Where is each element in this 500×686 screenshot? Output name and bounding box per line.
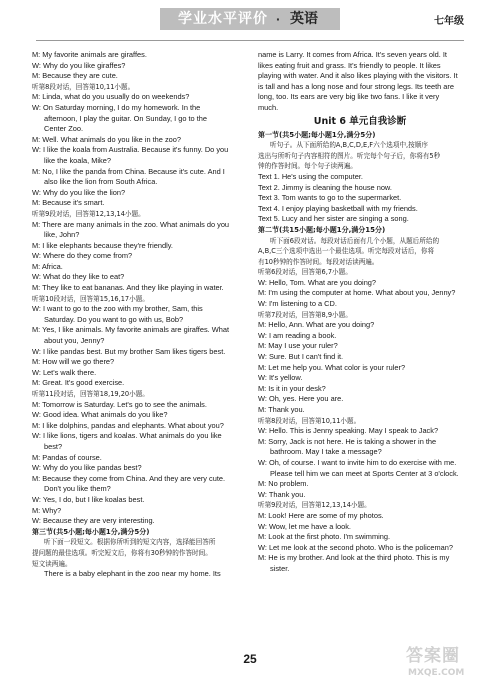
section-heading: 第三节(共5小题;每小题1分,满分5分) — [32, 527, 150, 536]
instruction-line: 听第10段对话，回答第15,16,17小题。 — [32, 294, 149, 303]
transcript-line: M: Tomorrow is Saturday. Let's go to see the animals. — [32, 399, 207, 409]
transcript-line: M: How will we go there? — [32, 357, 115, 367]
transcript-line: Text 5. Lucy and her sister are singing a song. — [258, 214, 409, 224]
left-column — [32, 50, 236, 580]
transcript-line: name is Larry. It comes from Africa. It's seven years old. It — [258, 50, 447, 59]
transcript-line: M: Yes, I like animals. My favorite animals are giraffes. What — [32, 325, 230, 335]
transcript-line: There is a baby elephant in the zoo near my home. Its — [44, 569, 221, 579]
transcript-line: W: What do they like to eat? — [32, 272, 125, 282]
transcript-line: M: There are many animals in the zoo. What animals do you — [32, 219, 230, 229]
transcript-line: Please tell him we can meet at Sports Center at 3 o'clock. — [270, 468, 459, 478]
watermark-url: MXQE.COM — [408, 668, 465, 678]
transcript-line: Text 2. Jimmy is cleaning the house now. — [258, 182, 392, 192]
instruction-line: 提问题的最佳选项。听完短文后，你将有30秒钟的作答时间。 — [32, 548, 212, 557]
subject-label: 英语 — [290, 11, 318, 27]
instruction-line: 选出与所听句子内容相符的图片。听完每个句子后，你将有5秒 — [258, 151, 441, 160]
transcript-line: M: Let me help you. What color is your ruler? — [258, 362, 406, 372]
transcript-line: W: Why do you like the lion? — [32, 187, 126, 197]
transcript-line: Text 4. I enjoy playing basketball with my friends. — [258, 203, 418, 213]
instruction-line: 听句子。从下面所给的A,B,C,D,E,F六个选项中,按顺序 — [270, 141, 428, 150]
transcript-line: W: Why do you like giraffes? — [32, 60, 126, 70]
transcript-line: bathroom. May I take a message? — [270, 447, 382, 457]
instruction-line: 听下面6段对话。每段对话后面有几个小题，从题后所给的 — [270, 236, 440, 245]
transcript-line: like the koala, Mike? — [44, 155, 111, 165]
transcript-line: M: Thank you. — [258, 405, 305, 414]
right-column — [258, 50, 462, 575]
watermark-logo — [406, 646, 494, 682]
transcript-line: M: I like elephants because they're friendly. — [32, 240, 173, 250]
transcript-line: Saturday. Do you want to go with us, Bob? — [44, 314, 184, 324]
transcript-line: W: Good idea. What animals do you like? — [32, 410, 168, 420]
transcript-line: W: Oh, yes. Here you are. — [258, 394, 344, 404]
transcript-line: W: I like pandas best. But my brother Sam likes tigers best. — [32, 346, 226, 356]
transcript-line: W: On Saturday morning, I do my homework. In the — [32, 102, 201, 112]
transcript-line: M: He is my brother. And look at the third photo. This is my — [258, 553, 450, 563]
transcript-line: much. — [258, 102, 279, 112]
instruction-line: 听第7段对话，回答第8,9小题。 — [258, 310, 352, 319]
transcript-line: W: Oh, of course. I want to invite him to do exercise with me. — [258, 457, 457, 467]
instruction-line: 听第8段对话，回答第10,11小题。 — [32, 82, 135, 91]
transcript-line: W: Yes, I do, but I like koalas best. — [32, 494, 145, 504]
transcript-line: W: Why do you like pandas best? — [32, 463, 142, 473]
transcript-line: playing with water. And it also likes playing with the visitors. It — [258, 71, 458, 81]
instruction-line: 听第11段对话，回答第18,19,20小题。 — [32, 390, 149, 398]
transcript-line: likes eating fruit and grass. It's friendly to people. It likes — [258, 60, 441, 70]
transcript-line: W: Thank you. — [258, 489, 306, 499]
transcript-line: sister. — [270, 563, 290, 573]
instruction-line: A,B,C三个选项中选出一个最佳选项。听完每段对话后，你将 — [258, 247, 435, 256]
transcript-line: W: Because they are very interesting. — [32, 516, 155, 526]
transcript-line: M: I'm using the computer at home. What about you, Jenny? — [258, 288, 456, 298]
transcript-line: W: Wow, let me have a look. — [258, 521, 351, 531]
header-divider — [36, 40, 464, 41]
instruction-line: 有10秒钟的作答时间。每段对话读两遍。 — [258, 257, 379, 266]
transcript-line: M: Look at the first photo. I'm swimming. — [258, 532, 391, 542]
transcript-line: long, too. Its ears are very big like two fans. I like it very — [258, 92, 440, 102]
transcript-line: M: Because they are cute. — [32, 71, 118, 81]
instruction-line: 听第6段对话，回答第6,7小题。 — [258, 268, 352, 277]
transcript-line: W: Hello. This is Jenny speaking. May I speak to Jack? — [258, 426, 439, 436]
transcript-line: M: Is it in your desk? — [258, 383, 326, 393]
transcript-line: Text 1. He's using the computer. — [258, 171, 363, 181]
transcript-line: M: Great. It's good exercise. — [32, 378, 125, 388]
transcript-line: M: They like to eat bananas. And they like playing in water. — [32, 283, 224, 293]
transcript-line: about you, Jenny? — [44, 336, 105, 346]
transcript-line: Center Zoo. — [44, 124, 84, 134]
passage-continuation — [258, 50, 462, 114]
instruction-line: 听第9段对话，回答第12,13,14小题。 — [32, 209, 145, 218]
page-header — [0, 0, 500, 40]
transcript-line: M: Well. What animals do you like in the zoo? — [32, 134, 181, 144]
transcript-line: W: It's yellow. — [258, 373, 303, 383]
transcript-line: W: I am reading a book. — [258, 330, 337, 340]
transcript-line: M: Sorry, Jack is not here. He is taking a shower in the — [258, 436, 437, 446]
instruction-line: 听下面一段短文。根据你所听到的短文内容，选择能回答所 — [44, 538, 216, 547]
grade-label: 七年级 — [434, 16, 464, 27]
transcript-line: Don't you like them? — [44, 484, 111, 494]
transcript-line: M: No, I like the panda from China. Because it's cute. And I — [32, 166, 225, 176]
transcript-line: like, John? — [44, 230, 80, 240]
book-title: 学业水平评价 — [178, 11, 268, 27]
transcript-line: also like the lion from South Africa. — [44, 177, 158, 187]
transcript-line: W: I like lions, tigers and koalas. What animals do you like — [32, 431, 222, 441]
unit-title: Unit 6 单元自我诊断 — [313, 115, 407, 127]
transcript-line: M: Africa. — [32, 261, 63, 271]
transcript-line: W: Hello, Tom. What are you doing? — [258, 277, 377, 287]
instruction-line: 短文读两遍。 — [32, 559, 72, 568]
instruction-line: 听第8段对话，回答第10,11小题。 — [258, 416, 361, 425]
transcript-line: W: I like the koala from Australia. Because it's funny. Do you — [32, 145, 229, 155]
transcript-line: afternoon, I play the guitar. On Sunday, I go to the — [44, 113, 207, 123]
transcript-line: W: Let me look at the second photo. Who is the policeman? — [258, 542, 454, 552]
transcript-line: M: May I use your ruler? — [258, 341, 338, 351]
transcript-line: W: I'm listening to a CD. — [258, 299, 337, 309]
unit-transcript — [258, 130, 462, 575]
page-number: 25 — [243, 652, 257, 666]
transcript-line: M: Linda, what do you usually do on weekends? — [32, 92, 190, 102]
transcript-line: M: My favorite animals are giraffes. — [32, 50, 147, 59]
transcript-line: best? — [44, 441, 63, 451]
transcript-line: W: Let's walk there. — [32, 367, 97, 377]
transcript-line: M: Look! Here are some of my photos. — [258, 510, 384, 520]
transcript-line: M: No problem. — [258, 479, 309, 489]
transcript-line: W: I want to go to the zoo with my brother, Sam, this — [32, 304, 203, 314]
transcript-line: is tall and has a long nose and four strong legs. Its teeth are — [258, 81, 454, 91]
transcript-line: M: I like dolphins, pandas and elephants. What about you? — [32, 420, 224, 430]
transcript-line: W: Where do they come from? — [32, 251, 133, 261]
section-heading: 第二节(共15小题;每小题1分,满分15分) — [258, 225, 386, 234]
transcript-line: M: Because they come from China. And they are very cute. — [32, 473, 226, 483]
transcript-line: W: Sure. But I can't find it. — [258, 352, 344, 362]
transcript-line: Text 3. Tom wants to go to the supermarket. — [258, 193, 402, 203]
header-separator: · — [276, 11, 281, 27]
instruction-line: 钟的作答时间。每个句子读两遍。 — [258, 162, 357, 171]
transcript-line: M: Why? — [32, 505, 62, 515]
section-heading: 第一节(共5小题;每小题1分,满分5分) — [258, 130, 376, 139]
transcript-line: M: Because it's smart. — [32, 198, 105, 208]
transcript-line: M: Pandas of course. — [32, 452, 102, 462]
transcript-line: M: Hello, Ann. What are you doing? — [258, 320, 375, 330]
watermark-text: 答案圈 — [406, 646, 460, 666]
instruction-line: 听第9段对话，回答第12,13,14小题。 — [258, 501, 371, 510]
